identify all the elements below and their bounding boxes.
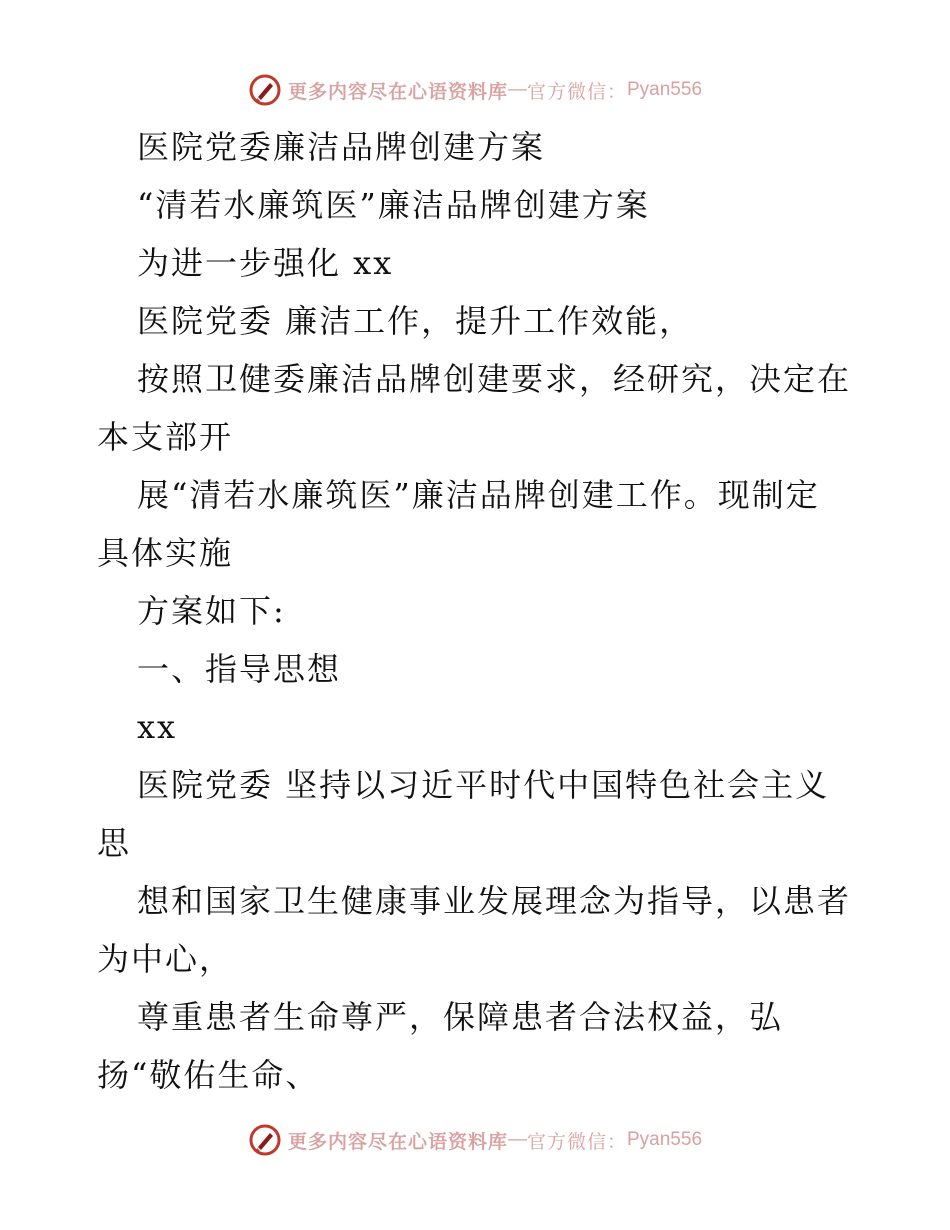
banner-title: 更多内容尽在心语资料库: [287, 1130, 508, 1153]
banner-dash: —: [507, 1129, 527, 1150]
text-line: 医院党委 廉洁工作，提升工作效能，: [137, 302, 694, 340]
text-line: 医院党委 坚持以习近平时代中国特色社会主义: [137, 766, 830, 804]
text-line: 医院党委廉洁品牌创建方案: [137, 128, 546, 166]
banner-dash: —: [507, 79, 527, 100]
text-line: 扬“敬佑生命、: [97, 1056, 320, 1094]
document-body: [97, 118, 857, 1104]
text-line: 具体实施: [97, 534, 234, 572]
pen-logo-icon: [248, 73, 282, 107]
footer-watermark-banner: [0, 1120, 950, 1160]
banner-wechat-id: Pyan556: [627, 79, 703, 100]
text-line: 一、指导思想: [137, 650, 342, 688]
banner-wechat-label: 官方微信：: [526, 80, 627, 103]
text-line: 为进一步强化 xx: [137, 244, 394, 282]
text-line: xx: [137, 708, 178, 746]
banner-wechat-id: Pyan556: [627, 1129, 703, 1150]
text-line: 展“清若水廉筑医”廉洁品牌创建工作。现制定: [137, 476, 820, 514]
pen-logo-icon: [248, 1123, 282, 1157]
text-line: 想和国家卫生健康事业发展理念为指导，以患者: [137, 882, 852, 920]
banner-title: 更多内容尽在心语资料库: [287, 80, 508, 103]
text-line: 本支部开: [97, 418, 234, 456]
text-line: 思: [97, 824, 132, 862]
text-line: 尊重患者生命尊严，保障患者合法权益，弘: [137, 998, 784, 1036]
text-line: “清若水廉筑医”廉洁品牌创建方案: [137, 186, 650, 224]
text-line: 按照卫健委廉洁品牌创建要求，经研究，决定在: [137, 360, 852, 398]
header-watermark-banner: [0, 70, 950, 110]
text-line: 方案如下:: [137, 592, 286, 630]
text-line: 为中心，: [97, 940, 234, 978]
banner-wechat-label: 官方微信：: [526, 1130, 627, 1153]
